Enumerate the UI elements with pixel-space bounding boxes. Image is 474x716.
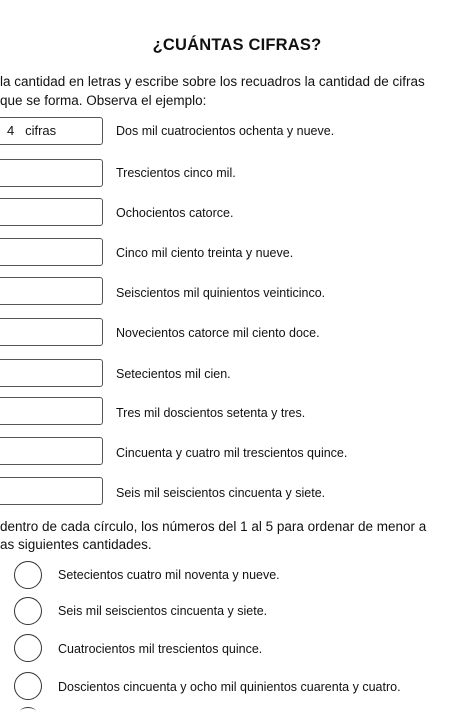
example-word: cifras xyxy=(25,123,57,138)
answer-box-9[interactable] xyxy=(0,437,103,465)
order-circle-2[interactable] xyxy=(14,597,42,625)
order-circle-3[interactable] xyxy=(14,634,42,662)
answer-box-8[interactable] xyxy=(0,397,103,425)
instruction-line-1: la cantidad en letras y escribe sobre los recuadros la cantidad de cifras xyxy=(0,74,425,89)
quantity-text-3: Ochocientos catorce. xyxy=(116,206,234,220)
answer-box-6[interactable] xyxy=(0,318,103,346)
order-circle-5-partial xyxy=(20,707,36,716)
circle-quantity-3: Cuatrocientos mil trescientos quince. xyxy=(58,642,263,656)
instruction-2-line-1: dentro de cada círculo, los números del 1 al 5 para ordenar de menor a xyxy=(0,519,427,534)
quantity-text-4: Cinco mil ciento treinta y nueve. xyxy=(116,246,294,260)
answer-box-2[interactable] xyxy=(0,159,103,187)
order-circle-4[interactable] xyxy=(14,672,42,700)
order-circle-1[interactable] xyxy=(14,561,42,589)
worksheet-title: ¿CUÁNTAS CIFRAS? xyxy=(152,36,322,54)
quantity-text-1: Dos mil cuatrocientos ochenta y nueve. xyxy=(116,124,335,138)
answer-box-3[interactable] xyxy=(0,198,103,226)
circle-quantity-2: Seis mil seiscientos cincuenta y siete. xyxy=(58,604,268,618)
answer-box-7[interactable] xyxy=(0,359,103,387)
instruction-2-line-2: as siguientes cantidades. xyxy=(0,537,152,552)
quantity-text-10: Seis mil seiscientos cincuenta y siete. xyxy=(116,486,326,500)
example-answer xyxy=(7,118,56,144)
answer-box-5[interactable] xyxy=(0,277,103,305)
quantity-text-6: Novecientos catorce mil ciento doce. xyxy=(116,326,320,340)
quantity-text-7: Setecientos mil cien. xyxy=(116,367,231,381)
answer-box-4[interactable] xyxy=(0,238,103,266)
quantity-text-8: Tres mil doscientos setenta y tres. xyxy=(116,406,306,420)
example-number: 4 xyxy=(7,123,15,138)
instruction-line-2: que se forma. Observa el ejemplo: xyxy=(0,93,207,108)
circle-quantity-1: Setecientos cuatro mil noventa y nueve. xyxy=(58,568,280,582)
circle-quantity-4: Doscientos cincuenta y ocho mil quinientos cuarenta y cuatro. xyxy=(58,680,401,694)
quantity-text-5: Seiscientos mil quinientos veinticinco. xyxy=(116,286,326,300)
answer-box-10[interactable] xyxy=(0,477,103,505)
quantity-text-2: Trescientos cinco mil. xyxy=(116,166,236,180)
quantity-text-9: Cincuenta y cuatro mil trescientos quince. xyxy=(116,446,348,460)
answer-box-example xyxy=(0,117,103,145)
